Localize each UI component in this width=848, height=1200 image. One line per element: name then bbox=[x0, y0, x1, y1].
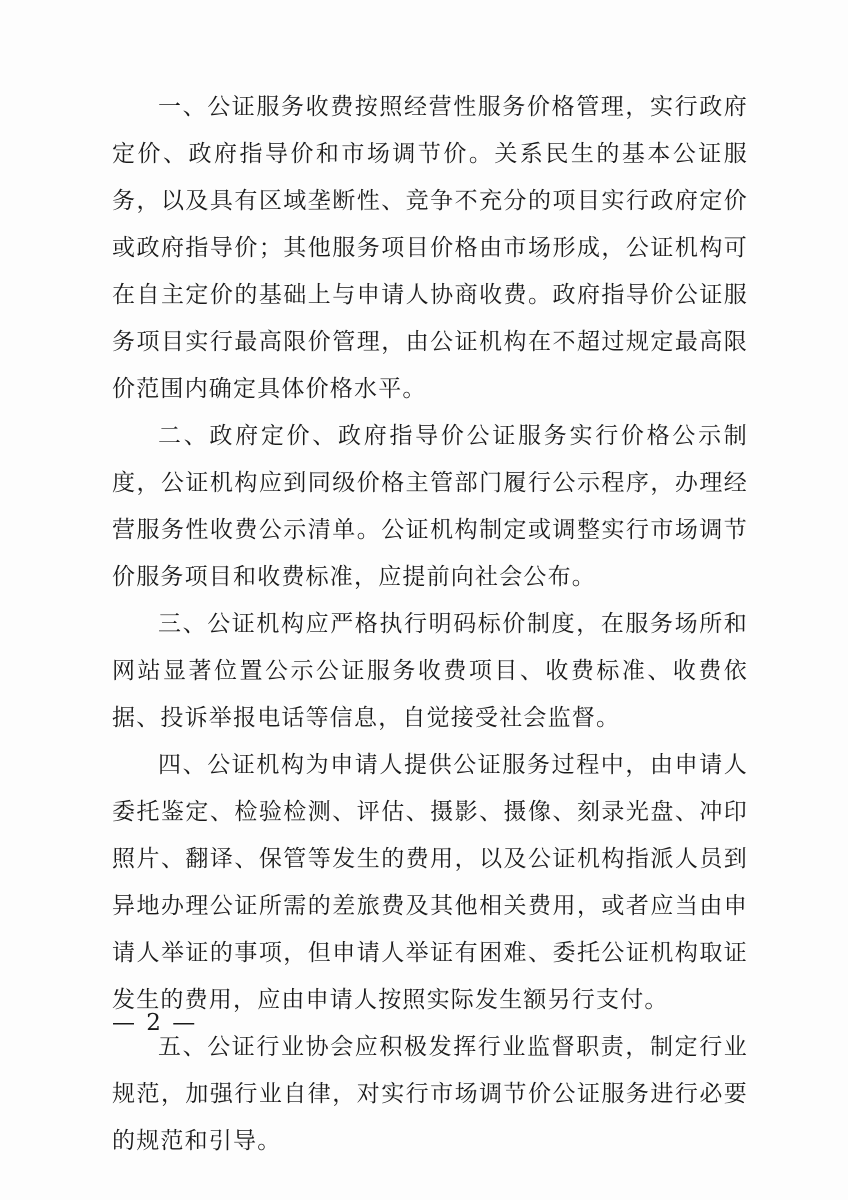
document-body bbox=[112, 84, 748, 1165]
paragraph-2: 二、政府定价、政府指导价公证服务实行价格公示制度，公证机构应到同级价格主管部门履行公示程序，办理经营服务性收费公示清单。公证机构制定或调整实行市场调节价服务项目和收费标准，应提前向社会公布。 bbox=[112, 423, 748, 590]
paragraph-3: 三、公证机构应严格执行明码标价制度，在服务场所和网站显著位置公示公证服务收费项目、收费标准、收费依据、投诉举报电话等信息，自觉接受社会监督。 bbox=[112, 611, 748, 731]
paragraph-1: 一、公证服务收费按照经营性服务价格管理，实行政府定价、政府指导价和市场调节价。关系民生的基本公证服务，以及具有区域垄断性、竞争不充分的项目实行政府定价或政府指导价；其他服务项目价格由市场形成，公证机构可在自主定价的基础上与申请人协商收费。政府指导价公证服务项目实行最高限价管理，由公证机构在不超过规定最高限价范围内确定具体价格水平。 bbox=[112, 94, 748, 402]
paragraph-4: 四、公证机构为申请人提供公证服务过程中，由申请人委托鉴定、检验检测、评估、摄影、摄像、刻录光盘、冲印照片、翻译、保管等发生的费用，以及公证机构指派人员到异地办理公证所需的差旅费及其他相关费用，或者应当由申请人举证的事项，但申请人举证有困难、委托公证机构取证发生的费用，应由申请人按照实际发生额另行支付。 bbox=[112, 752, 748, 1013]
paragraph-5: 五、公证行业协会应积极发挥行业监督职责，制定行业规范，加强行业自律，对实行市场调节价公证服务进行必要的规范和引导。 bbox=[112, 1034, 748, 1154]
page-number: — 2 — bbox=[112, 1010, 198, 1036]
